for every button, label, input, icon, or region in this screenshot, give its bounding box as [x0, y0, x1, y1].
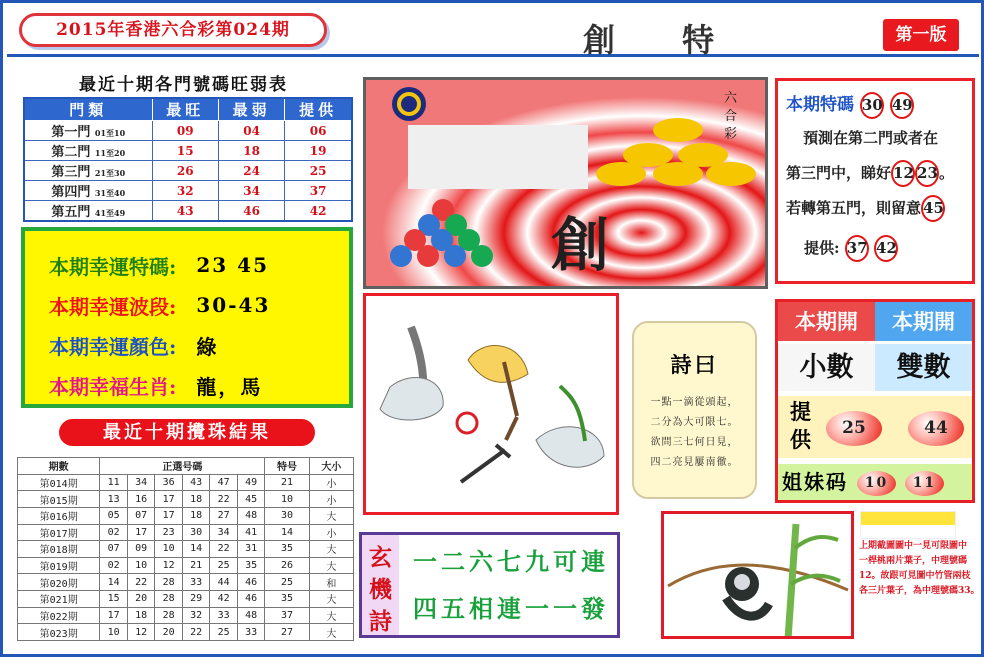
min-value: 34: [218, 181, 284, 201]
lucky-zodiac-label: 本期幸福生肖:: [49, 374, 177, 399]
number-cell: 44: [210, 574, 238, 591]
sister-code-number: 11: [905, 471, 944, 496]
tip-line: 上期截圖圖中一見可限圖中: [859, 541, 968, 551]
number-cell: 47: [210, 474, 238, 491]
results-title: 最近十期攪珠結果: [59, 419, 315, 446]
number-cell: 07: [127, 507, 155, 524]
provide-number: 25: [826, 411, 882, 446]
size-cell: 大: [309, 557, 353, 574]
size-cell: 大: [309, 591, 353, 608]
table-row: [18, 607, 354, 624]
number-cell: 28: [155, 607, 183, 624]
number-cell: 33: [210, 607, 238, 624]
number-cell: 32: [182, 607, 210, 624]
svg-text:六: 六: [724, 91, 738, 106]
door-strength-table: [23, 97, 353, 222]
table-row: [18, 507, 354, 524]
size-cell: 小: [309, 491, 353, 508]
number-cell: 34: [210, 524, 238, 541]
tip-panel: [859, 511, 981, 639]
table-row: [24, 201, 352, 222]
size-cell: 和: [309, 574, 353, 591]
door-range: 31至40: [94, 188, 126, 198]
number-cell: 23: [155, 524, 183, 541]
provide-number: 37: [845, 235, 869, 262]
number-cell: 25: [210, 624, 238, 641]
tip-line: 各三片葉子，為中理號碼33。: [859, 586, 980, 596]
number-cell: 22: [182, 624, 210, 641]
number-cell: 34: [127, 474, 155, 491]
number-cell: 41: [237, 524, 265, 541]
sister-code-number: 10: [857, 471, 896, 496]
brand-title: 創 特: [583, 21, 743, 59]
issue-cell: 第023期: [18, 624, 100, 641]
number-cell: 12: [127, 624, 155, 641]
number-cell: 18: [182, 491, 210, 508]
special-cell: 14: [265, 524, 309, 541]
opened-small-value: 小數: [778, 344, 875, 391]
provide-value: 37: [285, 181, 352, 201]
door-range: 41至49: [94, 208, 126, 218]
results-header: 正選号碼: [100, 458, 265, 475]
min-value: 46: [218, 201, 284, 222]
number-cell: 45: [237, 491, 265, 508]
number-cell: 13: [100, 491, 128, 508]
opened-even-value: 雙數: [875, 344, 972, 391]
door-name: 第二門: [51, 145, 91, 160]
min-value: 04: [218, 121, 284, 141]
number-cell: 48: [237, 607, 265, 624]
number-cell: 29: [182, 591, 210, 608]
lucky-color-row: [49, 325, 349, 365]
number-cell: 05: [100, 507, 128, 524]
table-row: [18, 541, 354, 558]
number-cell: 46: [237, 591, 265, 608]
mystery-poem-label: 玄機詩: [362, 535, 399, 635]
table-row: [18, 474, 354, 491]
number-cell: 12: [155, 557, 183, 574]
prediction-line: 第三門中，睇好 12 23。: [786, 156, 964, 191]
number-cell: 14: [100, 574, 128, 591]
svg-text:合: 合: [724, 109, 738, 124]
tip-line: 12。故跟可見圖中竹管兩枝: [859, 571, 971, 581]
door-name: 第四門: [51, 185, 91, 200]
poem-line: 二分為大可限七。: [650, 417, 739, 428]
number-cell: 10: [100, 624, 128, 641]
poem-line: 欲問三七何日見，: [650, 437, 739, 448]
table-row: [18, 491, 354, 508]
history-title: 最近十期各門號碼旺弱表: [79, 75, 288, 95]
poem-line: 四二亮見屢南徹。: [650, 457, 739, 468]
provide-value: 06: [285, 121, 352, 141]
number-cell: 14: [182, 541, 210, 558]
max-value: 09: [152, 121, 218, 141]
prediction-number: 12: [891, 160, 915, 187]
ball-icon: [457, 413, 477, 433]
number-cell: 10: [127, 557, 155, 574]
special-cell: 30: [265, 507, 309, 524]
special-code-panel: [775, 78, 975, 284]
lucky-zodiac-row: [49, 365, 349, 405]
prediction-line: 若轉第五門，則留意 45: [786, 191, 964, 226]
provide-number: 42: [874, 235, 898, 262]
number-cell: 42: [210, 591, 238, 608]
table-row: [24, 161, 352, 181]
number-cell: 43: [182, 474, 210, 491]
special-cell: 10: [265, 491, 309, 508]
max-value: 15: [152, 141, 218, 161]
issue-cell: 第019期: [18, 557, 100, 574]
lucky-wave-label: 本期幸運波段:: [49, 294, 177, 319]
number-cell: 35: [237, 557, 265, 574]
number-cell: 30: [182, 524, 210, 541]
tip-line: 一桿桃兩片葉子，中理號碼: [859, 556, 968, 566]
number-cell: 02: [100, 557, 128, 574]
max-value: 26: [152, 161, 218, 181]
results-header: 特号: [265, 458, 309, 475]
svg-text:彩: 彩: [724, 127, 738, 142]
tip-image: [860, 511, 956, 539]
poem-card: [632, 321, 757, 499]
size-cell: 大: [309, 624, 353, 641]
opened-header-left: 本期開: [778, 302, 875, 341]
provide-section: [778, 396, 972, 458]
number-cell: 22: [127, 574, 155, 591]
special-cell: 35: [265, 541, 309, 558]
number-cell: 33: [182, 574, 210, 591]
table-row: [18, 624, 354, 641]
special-cell: 21: [265, 474, 309, 491]
door-name: 第三門: [51, 165, 91, 180]
issue-cell: 第014期: [18, 474, 100, 491]
results-header: 大小: [309, 458, 353, 475]
table-row: [18, 591, 354, 608]
number-cell: 11: [100, 474, 128, 491]
number-cell: 28: [155, 591, 183, 608]
size-cell: 大: [309, 507, 353, 524]
prediction-number: 45: [921, 195, 945, 222]
results-header: 期數: [18, 458, 100, 475]
provide-label: 提供: [790, 399, 811, 452]
provide-line: 提供: 37 42: [786, 231, 964, 266]
number-cell: 17: [127, 524, 155, 541]
issue-cell: 第021期: [18, 591, 100, 608]
number-cell: 10: [155, 541, 183, 558]
poem-line: 一點一滴從頭起，: [650, 397, 739, 408]
number-cell: 07: [100, 541, 128, 558]
monkey-illustration: [661, 511, 854, 639]
results-table: [17, 457, 354, 641]
number-cell: 25: [210, 557, 238, 574]
special-number: 30: [860, 92, 884, 119]
column-header: 最弱: [218, 98, 284, 121]
table-row: [24, 141, 352, 161]
issue-badge: 2015年香港六合彩第024期: [19, 13, 327, 47]
number-cell: 15: [100, 591, 128, 608]
number-cell: 36: [155, 474, 183, 491]
number-cell: 22: [210, 541, 238, 558]
lucky-special-label: 本期幸運特碼:: [49, 254, 177, 279]
number-cell: 17: [100, 607, 128, 624]
lucky-color-value: 綠: [196, 334, 219, 359]
number-cell: 33: [237, 624, 265, 641]
number-cell: 20: [155, 624, 183, 641]
special-code-label: 本期特碼: [786, 95, 854, 115]
featured-title: 創: [551, 211, 635, 279]
number-cell: 22: [210, 491, 238, 508]
size-cell: 小: [309, 474, 353, 491]
issue-cell: 第016期: [18, 507, 100, 524]
blank-panel: [408, 125, 588, 189]
mystery-poem-panel: [359, 532, 620, 638]
mystery-poem-line: 四五相連一一發: [413, 594, 609, 623]
number-cell: 48: [237, 507, 265, 524]
column-header: 門類: [24, 98, 152, 121]
number-cell: 46: [237, 574, 265, 591]
lucky-wave-value: 30-43: [196, 293, 271, 317]
special-cell: 25: [265, 574, 309, 591]
issue-cell: 第018期: [18, 541, 100, 558]
special-cell: 37: [265, 607, 309, 624]
issue-cell: 第022期: [18, 607, 100, 624]
number-cell: 20: [127, 591, 155, 608]
door-range: 01至10: [94, 128, 126, 138]
issue-cell: 第015期: [18, 491, 100, 508]
provide-number: 44: [908, 411, 964, 446]
special-cell: 35: [265, 591, 309, 608]
special-cell: 26: [265, 557, 309, 574]
prediction-number: 23: [915, 160, 939, 187]
min-value: 18: [218, 141, 284, 161]
sister-code-label: 姐妹码: [782, 470, 848, 494]
table-row: [18, 524, 354, 541]
provide-value: 42: [285, 201, 352, 222]
mystery-poem-line: 一二六七九可連: [413, 547, 609, 576]
number-cell: 02: [100, 524, 128, 541]
table-row: [18, 574, 354, 591]
number-cell: 28: [155, 574, 183, 591]
table-row: [24, 181, 352, 201]
special-cell: 27: [265, 624, 309, 641]
number-cell: 21: [182, 557, 210, 574]
provide-value: 19: [285, 141, 352, 161]
sister-code-row: [778, 464, 972, 500]
number-cell: 27: [210, 507, 238, 524]
size-cell: 小: [309, 524, 353, 541]
column-header: 最旺: [152, 98, 218, 121]
table-row: [18, 557, 354, 574]
opened-panel: [775, 299, 975, 503]
lucky-special-row: [49, 245, 349, 285]
column-header: 提供: [285, 98, 352, 121]
issue-cell: 第017期: [18, 524, 100, 541]
size-cell: 大: [309, 541, 353, 558]
hunting-illustration: [363, 293, 619, 515]
number-cell: 31: [237, 541, 265, 558]
max-value: 43: [152, 201, 218, 222]
special-number: 49: [890, 92, 914, 119]
door-range: 21至30: [94, 168, 126, 178]
lucky-zodiac-value: 龍，馬: [196, 374, 263, 399]
number-cell: 18: [182, 507, 210, 524]
min-value: 24: [218, 161, 284, 181]
number-cell: 17: [155, 507, 183, 524]
number-cell: 16: [127, 491, 155, 508]
special-code-line: [786, 91, 964, 121]
number-cell: 17: [155, 491, 183, 508]
max-value: 32: [152, 181, 218, 201]
opened-header-right: 本期開: [875, 302, 972, 341]
number-cell: 18: [127, 607, 155, 624]
bird-icon: [468, 346, 528, 383]
table-row: [24, 121, 352, 141]
lottery-balls-icon: [377, 198, 509, 274]
number-cell: 09: [127, 541, 155, 558]
door-range: 11至20: [94, 148, 126, 158]
prediction-line: 預測在第二門或者在: [803, 129, 939, 147]
lucky-panel: [21, 227, 353, 408]
number-cell: 49: [237, 474, 265, 491]
size-cell: 大: [309, 607, 353, 624]
provide-value: 25: [285, 161, 352, 181]
lucky-special-value: 23 45: [196, 253, 270, 277]
issue-cell: 第020期: [18, 574, 100, 591]
door-name: 第五門: [51, 205, 91, 220]
lucky-color-label: 本期幸運顏色:: [49, 334, 177, 359]
door-name: 第一門: [51, 125, 91, 140]
edition-badge: 第一版: [883, 19, 959, 51]
lucky-wave-row: [49, 285, 349, 325]
poem-title: 詩曰: [670, 352, 719, 377]
